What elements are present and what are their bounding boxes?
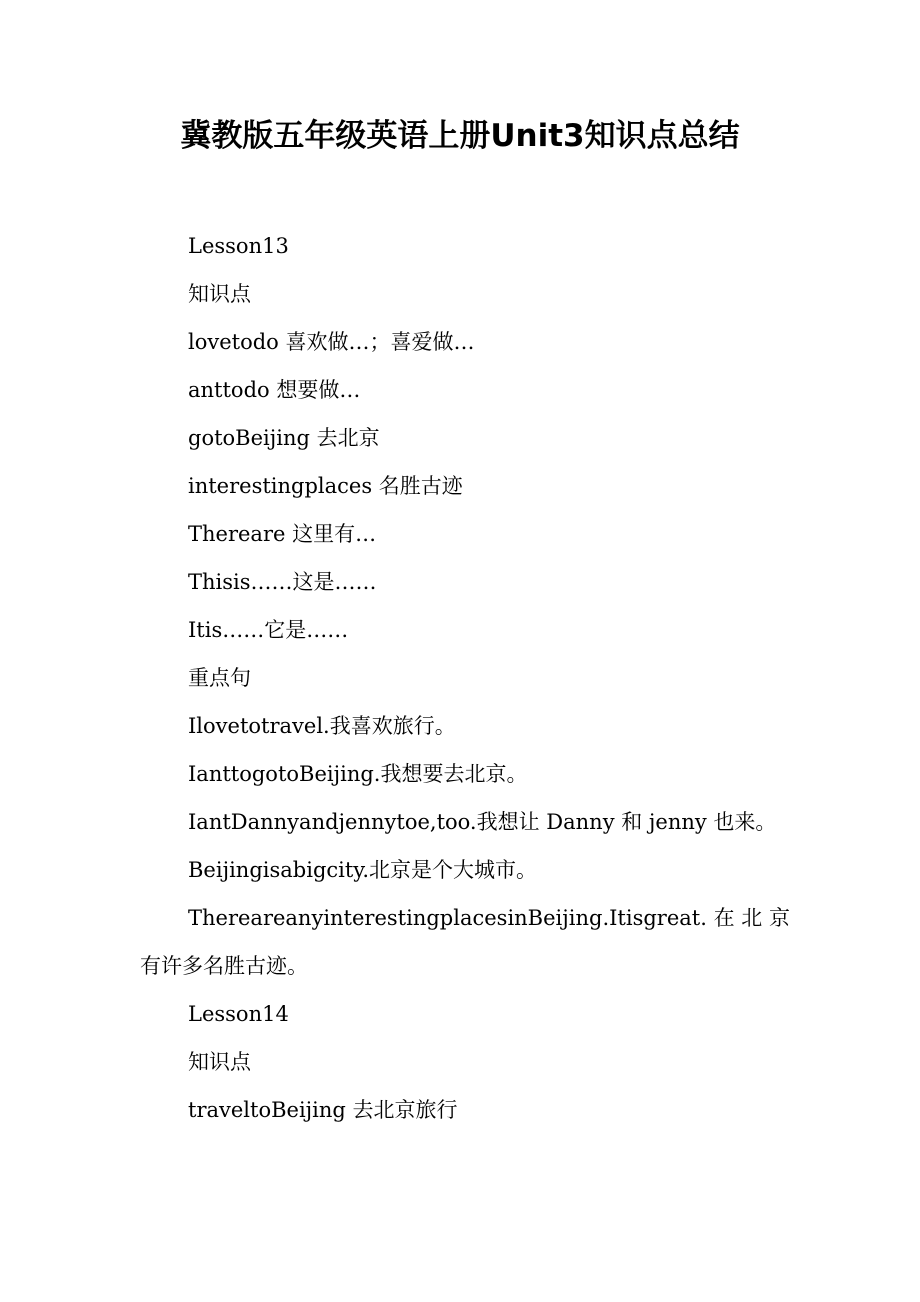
text-line-sentence: IanttogotoBeijing.我想要去北京。 [188,762,528,786]
text-line-vocab: lovetodo 喜欢做…；喜爱做… [188,330,475,354]
text-line-lesson13: Lesson13 [188,234,289,258]
text-paragraph-sentence: IantDannyandjennytoe,too.我想让 Danny 和 jenny 也来。 [188,810,777,834]
text-line-key-sentences-heading: 重点句 [188,666,251,690]
document-body [140,222,790,1134]
text-line-knowledge-heading: 知识点 [188,1050,251,1074]
text-line-sentence: Beijingisabigcity.北京是个大城市。 [188,858,538,882]
text-line-sentence: Ilovetotravel.我喜欢旅行。 [188,714,456,738]
text-line-vocab: Thereare 这里有… [188,522,377,546]
text-paragraph-sentence: ThereareanyinterestingplacesinBeijing.Itisgreat.在北京有许多名胜古迹。 [140,906,790,978]
text-line-vocab: Thisis……这是…… [188,570,377,594]
text-line-vocab: interestingplaces 名胜古迹 [188,474,463,498]
text-line-vocab: anttodo 想要做… [188,378,361,402]
document-title: 冀教版五年级英语上册Unit3知识点总结 [180,118,740,154]
text-line-vocab: Itis……它是…… [188,618,349,642]
text-line-vocab: gotoBeijing 去北京 [188,426,380,450]
text-line-knowledge-heading: 知识点 [188,282,251,306]
text-line-vocab: traveltoBeijing 去北京旅行 [188,1098,458,1122]
text-line-lesson14: Lesson14 [188,1002,289,1026]
